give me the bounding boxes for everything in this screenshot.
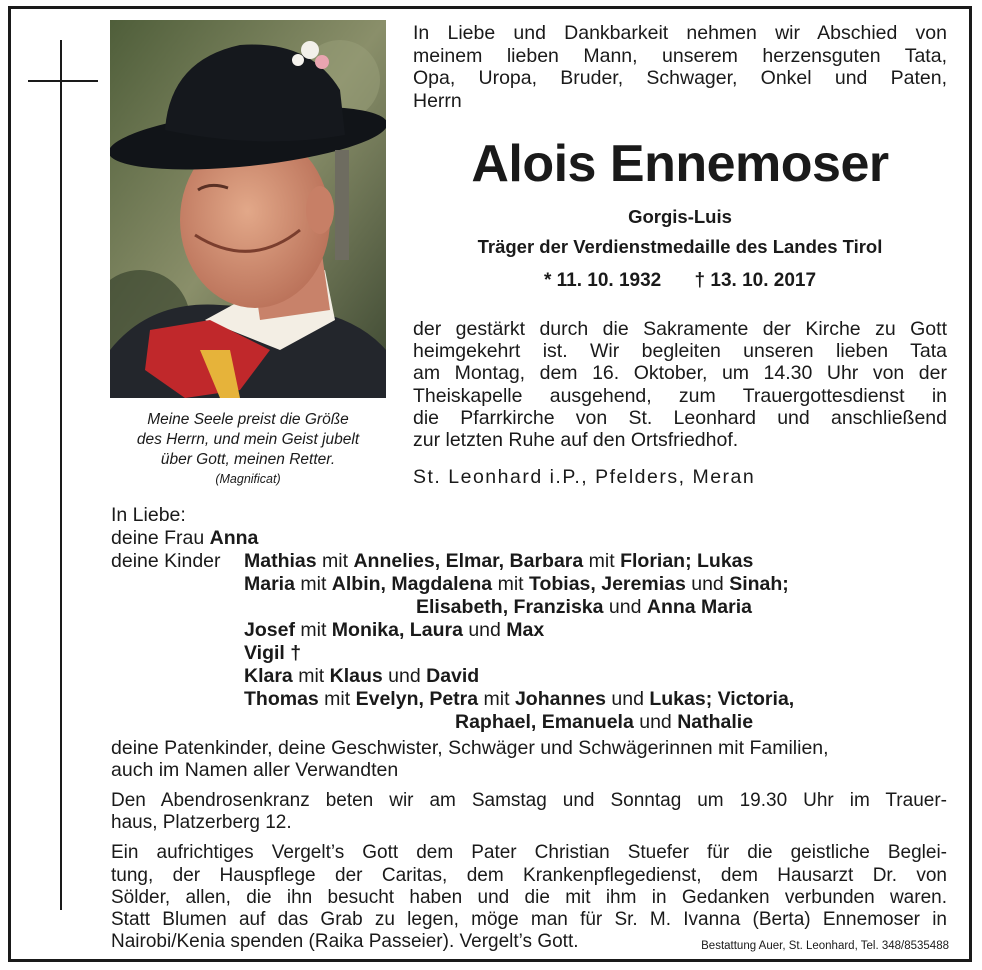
family-connector: mit bbox=[318, 688, 356, 710]
cross-icon bbox=[60, 40, 62, 910]
caption-line: Meine Seele preist die Größe bbox=[147, 411, 349, 428]
family-connector: und bbox=[685, 573, 730, 595]
closing-line: haus, Platzerberg 12. bbox=[111, 812, 292, 834]
intro-line: In Liebe und Dankbarkeit nehmen wir Abschied von bbox=[413, 22, 947, 44]
family-connector: mit bbox=[316, 550, 354, 572]
wife-prefix: deine Frau bbox=[111, 527, 210, 549]
family-connector: und bbox=[382, 665, 427, 687]
family-name: Annelies, Elmar, Barbara bbox=[353, 550, 584, 572]
birth-date: * 11. 10. 1932 bbox=[543, 270, 662, 291]
children-prefix: deine Kinder bbox=[111, 550, 221, 572]
godchildren-line: deine Patenkinder, deine Geschwister, Schwäger und Schwägerinnen mit Familien, bbox=[111, 737, 829, 759]
photo-caption bbox=[100, 410, 396, 488]
family-name: Albin, Magdalena bbox=[331, 573, 493, 595]
closing-line: Statt Blumen auf das Grab zu legen, möge man für Sr. M. Ivanna (Berta) Ennemoser in bbox=[111, 909, 947, 931]
honor-title: Träger der Verdienstmedaille des Landes Tirol bbox=[477, 236, 883, 257]
relatives-line: auch im Namen aller Verwandten bbox=[111, 759, 399, 781]
family-name: Maria bbox=[244, 573, 295, 595]
children-line bbox=[244, 573, 789, 595]
family-name: David bbox=[426, 665, 480, 687]
caption-line: des Herrn, und mein Geist jubelt bbox=[136, 431, 360, 448]
closing-line: Sölder, allen, die ihn besucht haben und die mit ihm in Gedanken verbunden waren. bbox=[111, 886, 947, 908]
family-connector: mit bbox=[292, 665, 330, 687]
portrait-photo bbox=[110, 20, 386, 398]
closing-text bbox=[111, 790, 947, 953]
caption-line: über Gott, meinen Retter. bbox=[160, 451, 336, 468]
family-name: Lukas; Victoria, bbox=[649, 688, 795, 710]
cross-icon-bar bbox=[28, 80, 98, 82]
intro-line: Opa, Uropa, Bruder, Schwager, Onkel und Paten, bbox=[413, 67, 947, 89]
body-line: am Montag, dem 16. Oktober, um 14.30 Uhr von der bbox=[413, 362, 947, 385]
nickname: Gorgis-Luis bbox=[628, 206, 732, 227]
children-line bbox=[244, 619, 544, 641]
intro-text bbox=[413, 22, 947, 112]
family-name: Elisabeth, Franziska bbox=[416, 596, 604, 618]
closing-line: Nairobi/Kenia spenden (Raika Passeier). Vergelt’s Gott. bbox=[111, 931, 579, 953]
family-name: Nathalie bbox=[677, 711, 754, 733]
family-connector: und bbox=[605, 688, 650, 710]
family-connector: mit bbox=[492, 573, 529, 595]
closing-line: tung, der Hauspflege der Caritas, dem Krankenpflegedienst, dem Hausarzt Dr. von bbox=[111, 864, 947, 886]
children-line bbox=[244, 665, 479, 687]
family-name: Raphael, Emanuela bbox=[455, 711, 634, 733]
family-name: Johannes bbox=[514, 688, 606, 710]
funeral-announcement bbox=[413, 318, 947, 451]
deceased-name: Alois Ennemoser bbox=[471, 135, 889, 193]
body-line: heimgekehrt ist. Wir begleiten unseren lieben Tata bbox=[413, 340, 947, 363]
wife-name: Anna bbox=[209, 527, 259, 549]
family-name: Klaus bbox=[329, 665, 383, 687]
place-names: St. Leonhard i.P., Pfelders, Meran bbox=[413, 466, 756, 488]
children-line bbox=[416, 596, 752, 618]
undertaker-info: Bestattung Auer, St. Leonhard, Tel. 348/8535488 bbox=[701, 940, 949, 952]
wife-line bbox=[111, 527, 258, 549]
family-connector: und bbox=[603, 596, 647, 618]
family-name: Tobias, Jeremias bbox=[529, 573, 686, 595]
body-line: die Pfarrkirche von St. Leonhard und anschließend bbox=[413, 406, 947, 429]
children-line bbox=[244, 550, 753, 572]
family-name: Mathias bbox=[244, 550, 317, 572]
family-heading: In Liebe: bbox=[111, 504, 186, 526]
family-name: Evelyn, Petra bbox=[355, 688, 479, 710]
intro-line: Herrn bbox=[413, 89, 462, 112]
family-name: Monika, Laura bbox=[331, 619, 463, 641]
family-connector: mit bbox=[294, 573, 332, 595]
family-name: Klara bbox=[244, 665, 293, 687]
children-line bbox=[244, 642, 301, 664]
family-connector: mit bbox=[294, 619, 332, 641]
family-name: Max bbox=[506, 619, 545, 641]
family-connector: mit bbox=[583, 550, 621, 572]
family-connector: und bbox=[462, 619, 507, 641]
family-name: Thomas bbox=[244, 688, 319, 710]
family-name: Vigil † bbox=[244, 642, 302, 664]
body-line: zur letzten Ruhe auf den Ortsfriedhof. bbox=[413, 429, 739, 452]
closing-line: Ein aufrichtiges Vergelt’s Gott dem Pater Christian Stuefer für die geistliche Beglei- bbox=[111, 842, 947, 864]
body-line: Theiskapelle ausgehend, zum Trauergottesdienst in bbox=[413, 384, 947, 407]
caption-source: (Magnificat) bbox=[215, 472, 281, 486]
children-line bbox=[244, 688, 794, 710]
family-name: Florian; Lukas bbox=[620, 550, 754, 572]
family-connector: mit bbox=[478, 688, 515, 710]
body-line: der gestärkt durch die Sakramente der Kirche zu Gott bbox=[413, 318, 947, 340]
family-connector: und bbox=[633, 711, 678, 733]
family-name: Sinah; bbox=[729, 573, 789, 595]
children-line bbox=[455, 711, 753, 733]
family-name: Anna Maria bbox=[646, 596, 752, 618]
family-name: Josef bbox=[244, 619, 295, 641]
closing-line: Den Abendrosenkranz beten wir am Samstag und Sonntag um 19.30 Uhr im Trauer- bbox=[111, 790, 947, 811]
death-date: † 13. 10. 2017 bbox=[694, 270, 817, 291]
life-dates bbox=[413, 270, 947, 292]
intro-line: meinem lieben Mann, unserem herzensguten Tata, bbox=[413, 44, 947, 67]
